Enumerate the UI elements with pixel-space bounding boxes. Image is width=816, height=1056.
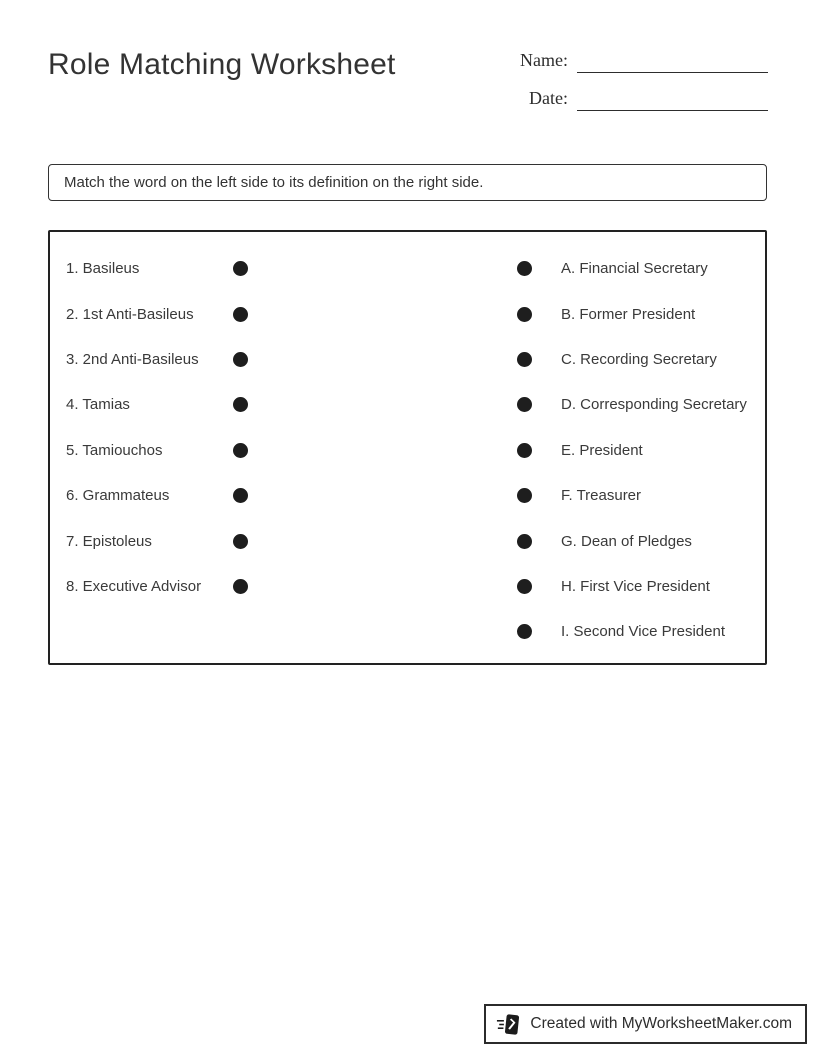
definition-label: E. President [561, 441, 643, 459]
match-dot [233, 352, 248, 367]
definition-label: D. Corresponding Secretary [561, 396, 747, 414]
list-item [517, 246, 747, 291]
definition-label: H. First Vice President [561, 577, 710, 595]
term-label: 4. Tamias [66, 396, 130, 414]
list-item [66, 291, 248, 336]
definition-label: I. Second Vice President [561, 623, 725, 641]
match-dot [233, 397, 248, 412]
match-dot [233, 534, 248, 549]
matching-left-column [66, 246, 248, 609]
match-dot [233, 488, 248, 503]
date-row [520, 88, 768, 111]
term-label: 1. Basileus [66, 260, 140, 278]
list-item [66, 473, 248, 518]
list-item [66, 518, 248, 563]
list-item [517, 473, 747, 518]
list-item [66, 428, 248, 473]
list-item [517, 564, 747, 609]
list-item [517, 428, 747, 473]
list-item [66, 564, 248, 609]
match-dot [233, 307, 248, 322]
list-item [66, 337, 248, 382]
footer-credit-text: Created with MyWorksheetMaker.com [530, 1015, 792, 1032]
name-blank-line [577, 56, 768, 73]
match-dot [517, 397, 532, 412]
footer-credit-box [484, 1004, 807, 1044]
match-dot [233, 261, 248, 276]
instructions-box [48, 164, 767, 201]
page-title: Role Matching Worksheet [48, 48, 396, 81]
match-dot [517, 352, 532, 367]
match-dot [517, 261, 532, 276]
match-dot [517, 488, 532, 503]
name-date-block [520, 50, 768, 111]
term-label: 2. 1st Anti-Basileus [66, 305, 194, 323]
list-item [517, 337, 747, 382]
definition-label: F. Treasurer [561, 487, 642, 505]
match-dot [517, 579, 532, 594]
match-dot [517, 443, 532, 458]
match-dot [517, 534, 532, 549]
match-dot [517, 307, 532, 322]
term-label: 6. Grammateus [66, 487, 170, 505]
term-label: 8. Executive Advisor [66, 577, 202, 595]
date-label: Date: [529, 88, 568, 108]
definition-label: C. Recording Secretary [561, 350, 717, 368]
worksheet-maker-logo-icon [496, 1011, 522, 1038]
list-item [66, 382, 248, 427]
match-dot [233, 579, 248, 594]
list-item [517, 609, 747, 654]
instructions-text: Match the word on the left side to its definition on the right side. [64, 174, 484, 191]
definition-label: G. Dean of Pledges [561, 532, 692, 550]
match-dot [233, 443, 248, 458]
definition-label: A. Financial Secretary [561, 260, 708, 278]
matching-right-column [517, 246, 747, 655]
name-row [520, 50, 768, 73]
match-dot [517, 624, 532, 639]
list-item [517, 518, 747, 563]
definition-label: B. Former President [561, 305, 696, 323]
matching-box [48, 230, 767, 665]
term-label: 3. 2nd Anti-Basileus [66, 350, 199, 368]
term-label: 7. Epistoleus [66, 532, 152, 550]
list-item [66, 246, 248, 291]
name-label: Name: [520, 50, 568, 70]
term-label: 5. Tamiouchos [66, 441, 163, 459]
list-item [517, 382, 747, 427]
list-item [517, 291, 747, 336]
date-blank-line [577, 94, 768, 111]
